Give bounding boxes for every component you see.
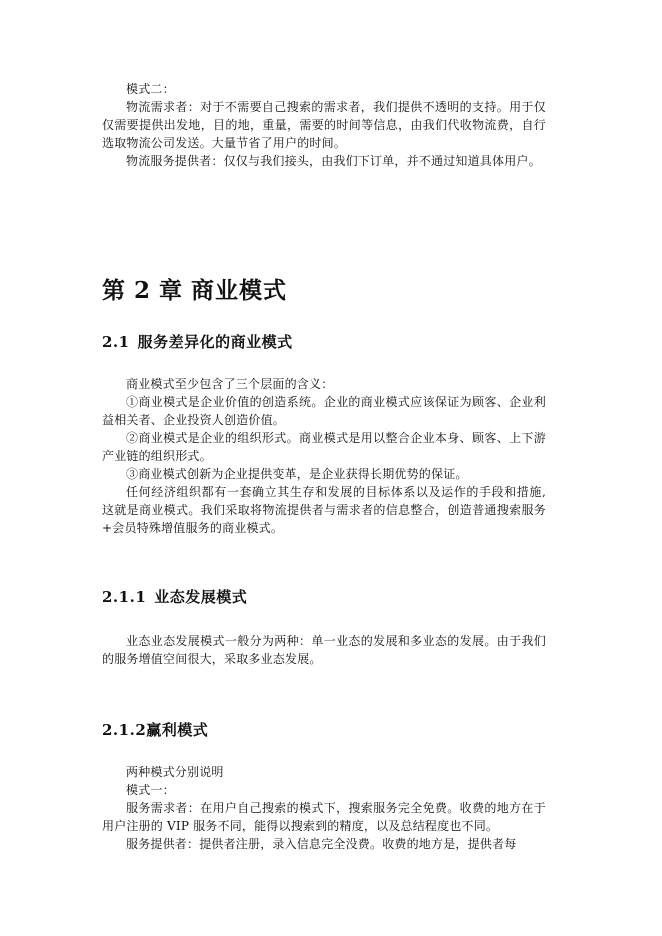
section-2-1-2-heading [102, 720, 208, 740]
section-2-1-paragraph: 任何经济组织都有一套确立其生存和发展的目标体系以及运作的手段和措施, 这就是商业模式。我们采取将物流提供者与需求者的信息整合，创造普通搜索服务+会员特殊增值服务的商业模式。 [102, 485, 546, 535]
section-2-1-1-heading [102, 587, 247, 607]
section-number: 2.1.1 [102, 588, 147, 606]
chapter-prefix: 第 [102, 277, 126, 304]
section-title: 业态发展模式 [154, 588, 248, 606]
mode1-demander-paragraph: 服务需求者：在用户自己搜索的模式下，搜索服务完全免费。收费的地方在于用户注册的 VIP 服务不同，能得以搜索到的精度，以及总结程度也不同。 [102, 801, 546, 833]
section-2-1-paragraph: ③商业模式创新为企业提供变革，是企业获得长期优势的保证。 [126, 467, 468, 481]
section-2-1-1-paragraph: 业态业态发展模式一般分为两种：单一业态的发展和多业态的发展。由于我们的服务增值空间很大，采取多业态发展。 [102, 634, 546, 666]
mode1-label: 模式一： [126, 783, 175, 797]
chapter-suffix: 章 [159, 277, 184, 304]
section-2-1-paragraph: ①商业模式是企业价值的创造系统。企业的商业模式应该保证为顾客、企业利益相关者、企业投资人创造价值。 [102, 395, 546, 427]
section-title: 赢利模式 [146, 721, 209, 739]
section-number: 2.1.2 [102, 721, 147, 739]
section-2-1-paragraph: 商业模式至少包含了三个层面的含义： [126, 377, 334, 391]
mode2-demander-paragraph: 物流需求者：对于不需要自己搜索的需求者，我们提供不透明的支持。用于仅仅需要提供出发地，目的地，重量，需要的时间等信息，由我们代收物流费，自行选取物流公司发送。大量节省了用户的时间。 [102, 100, 546, 150]
chapter-title: 商业模式 [191, 277, 288, 304]
mode2-label: 模式二： [126, 82, 175, 96]
mode2-provider-paragraph: 物流服务提供者：仅仅与我们接头，由我们下订单，并不通过知道具体用户。 [126, 154, 541, 168]
section-2-1-heading [102, 332, 293, 352]
mode1-provider-paragraph: 服务提供者：提供者注册，录入信息完全没费。收费的地方是，提供者每 [126, 837, 517, 851]
chapter-heading [102, 276, 287, 306]
section-number: 2.1 [102, 333, 130, 351]
chapter-number: 2 [134, 277, 152, 304]
section-2-1-paragraph: ②商业模式是企业的组织形式。商业模式是用以整合企业本身、顾客、上下游产业链的组织形式。 [102, 431, 546, 463]
section-title: 服务差异化的商业模式 [137, 333, 293, 351]
section-2-1-2-intro: 两种模式分别说明 [126, 765, 224, 779]
